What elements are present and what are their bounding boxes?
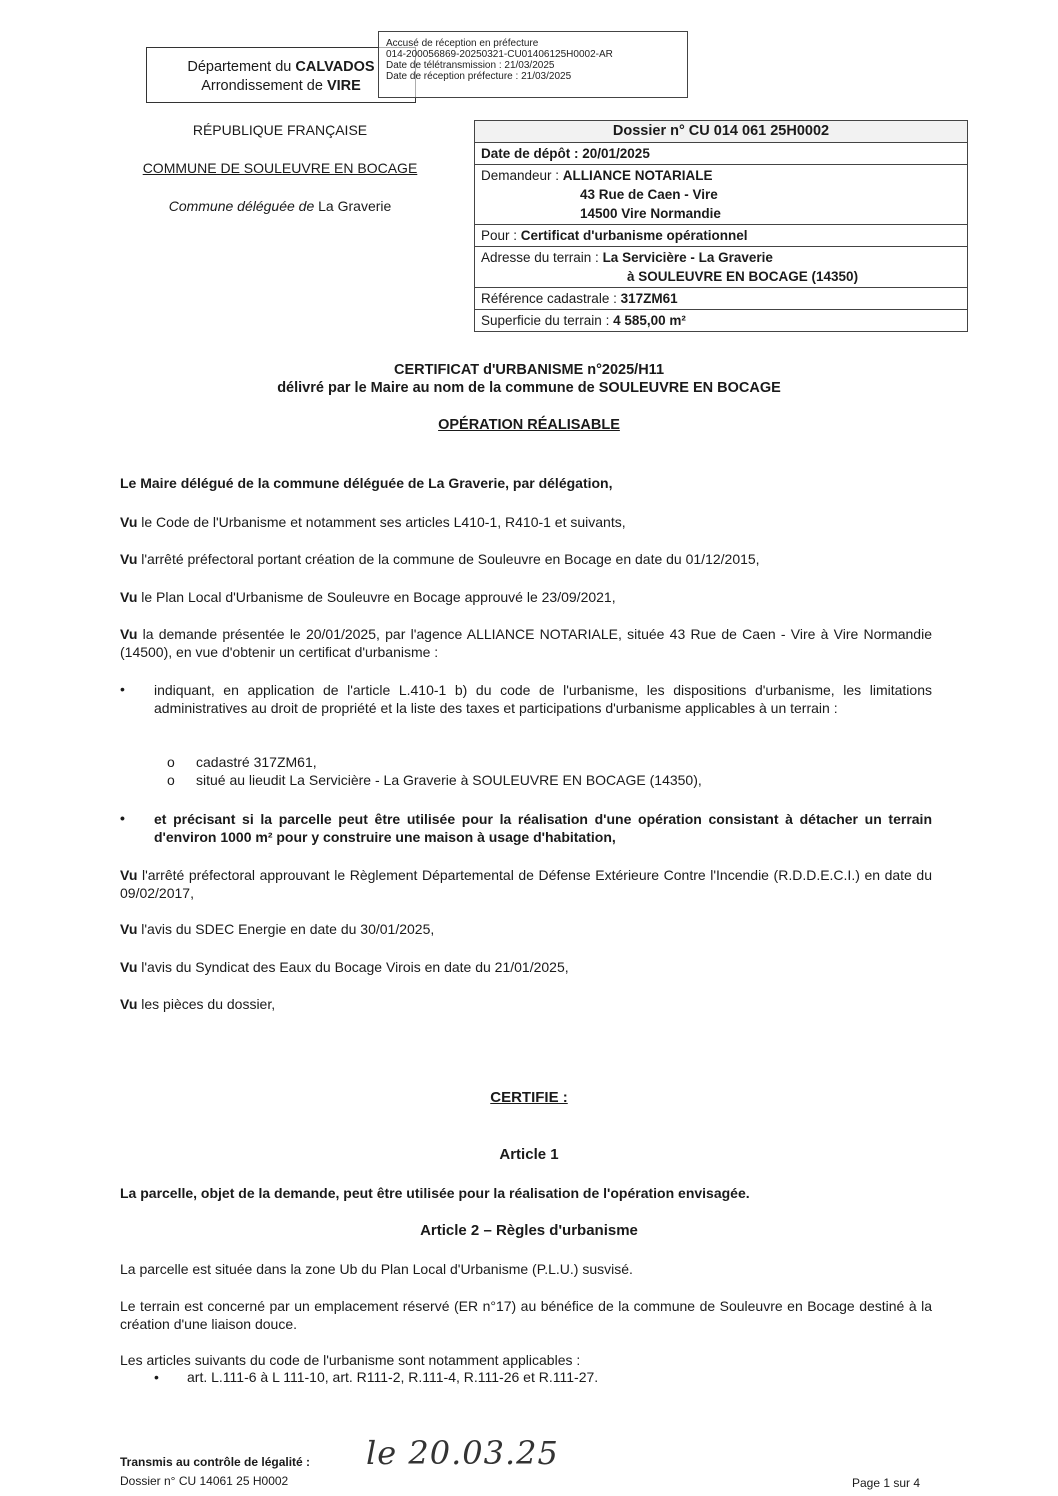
sub-bullet-item: cadastré 317ZM61, [196,754,317,770]
stamp-line: Accusé de réception en préfecture [386,38,539,49]
operation-status: OPÉRATION RÉALISABLE [438,417,620,433]
certifie-heading: CERTIFIE : [490,1089,568,1106]
vu-paragraph: Vu la demande présentée le 20/01/2025, par l'agence ALLIANCE NOTARIALE, située 43 Rue de Caen - Vire à Vire Normandie (14500), en vue d'obtenir un certificat d'urbanisme : [120,626,932,660]
pour: Pour : Certificat d'urbanisme opérationnel [475,225,967,247]
prefecture-receipt-stamp [378,31,688,98]
stamp-line: 014-200056869-20250321-CU01406125H0002-AR [386,49,613,60]
maire-line: Le Maire délégué de la commune déléguée de La Graverie, par délégation, [120,475,613,491]
bullet-marker: • [120,810,125,826]
vu-paragraph: Vu l'avis du SDEC Energie en date du 30/01/2025, [120,921,435,937]
superficie: Superficie du terrain : 4 585,00 m² [475,310,967,332]
vu-paragraph: Vu l'avis du Syndicat des Eaux du Bocage Virois en date du 21/01/2025, [120,959,569,975]
department-line: Département du CALVADOS [187,59,375,75]
reference-cadastrale: Référence cadastrale : 317ZM61 [475,288,967,310]
page-number: Page 1 sur 4 [852,1476,921,1490]
arrondissement-line: Arrondissement de VIRE [201,78,361,94]
demandeur: Demandeur : ALLIANCE NOTARIALE 43 Rue de Caen - Vire 14500 Vire Normandie [475,165,967,225]
article-2-paragraph: Les articles suivants du code de l'urbanisme sont notamment applicables : [120,1352,581,1368]
commune-deleguee: Commune déléguée de La Graverie [168,198,392,214]
bullet-item: indiquant, en application de l'article L.410-1 b) du code de l'urbanisme, les dispositions d'urbanisme, les limitations administratives au droit de propriété et la liste des taxes et participations d'urbanisme applicables à un terrain : [154,682,932,716]
article-1-heading: Article 1 [499,1146,559,1163]
dossier-table [474,120,968,332]
vu-paragraph: Vu l'arrêté préfectoral portant création de la commune de Souleuvre en Bocage en date du 01/12/2015, [120,551,760,567]
department-box [146,47,416,103]
bullet-marker: • [120,681,125,697]
sub-bullet-marker: o [167,754,175,770]
certificat-title: CERTIFICAT d'URBANISME n°2025/H11 [393,362,665,378]
dossier-number: Dossier n° CU 014 061 25H0002 [475,121,967,143]
republique-heading: RÉPUBLIQUE FRANÇAISE [192,122,368,138]
article-2-paragraph: Le terrain est concerné par un emplacement réservé (ER n°17) au bénéfice de la commune de Souleuvre en Bocage destiné à la création d'une liaison douce. [120,1298,932,1332]
adresse-terrain: Adresse du terrain : La Servicière - La Graverie à SOULEUVRE EN BOCAGE (14350) [475,247,967,288]
vu-paragraph: Vu le Code de l'Urbanisme et notamment ses articles L410-1, R410-1 et suivants, [120,514,626,530]
article-2-paragraph: La parcelle est située dans la zone Ub du Plan Local d'Urbanisme (P.L.U.) susvisé. [120,1261,633,1277]
stamp-line: Date de télétransmission : 21/03/2025 [386,60,555,71]
sub-bullet-marker: o [167,772,175,788]
stamp-line: Date de réception préfecture : 21/03/2025 [386,71,572,82]
date-depot: Date de dépôt : 20/01/2025 [475,143,967,165]
footer-dossier-number: Dossier n° CU 14061 25 H0002 [120,1474,289,1488]
sub-bullet-item: situé au lieudit La Servicière - La Graverie à SOULEUVRE EN BOCAGE (14350), [196,772,702,788]
bullet-item: et précisant si la parcelle peut être utilisée pour la réalisation d'une opération consistant à détacher un terrain d'environ 1000 m² pour y construire une maison à usage d'habitation, [154,811,932,845]
vu-paragraph: Vu les pièces du dossier, [120,996,276,1012]
handwritten-date: le 20.03.25 [366,1434,559,1472]
article-2-bullet: art. L.111-6 à L 111-10, art. R111-2, R.111-4, R.111-26 et R.111-27. [187,1369,599,1385]
vu-paragraph: Vu l'arrêté préfectoral approuvant le Règlement Départemental de Défense Extérieure Contre l'Incendie (R.D.D.E.C.I.) en date du 09/02/2017, [120,867,932,901]
article-1-text: La parcelle, objet de la demande, peut être utilisée pour la réalisation de l'opération envisagée. [120,1185,750,1201]
vu-paragraph: Vu le Plan Local d'Urbanisme de Souleuvre en Bocage approuvé le 23/09/2021, [120,589,616,605]
transmis-legalite: Transmis au contrôle de légalité : [120,1455,311,1469]
certificat-subtitle: délivré par le Maire au nom de la commune de SOULEUVRE EN BOCAGE [277,380,781,396]
commune-heading: COMMUNE DE SOULEUVRE EN BOCAGE [142,160,418,176]
article-2-heading: Article 2 – Règles d'urbanisme [420,1222,638,1239]
bullet-marker: • [154,1369,159,1385]
